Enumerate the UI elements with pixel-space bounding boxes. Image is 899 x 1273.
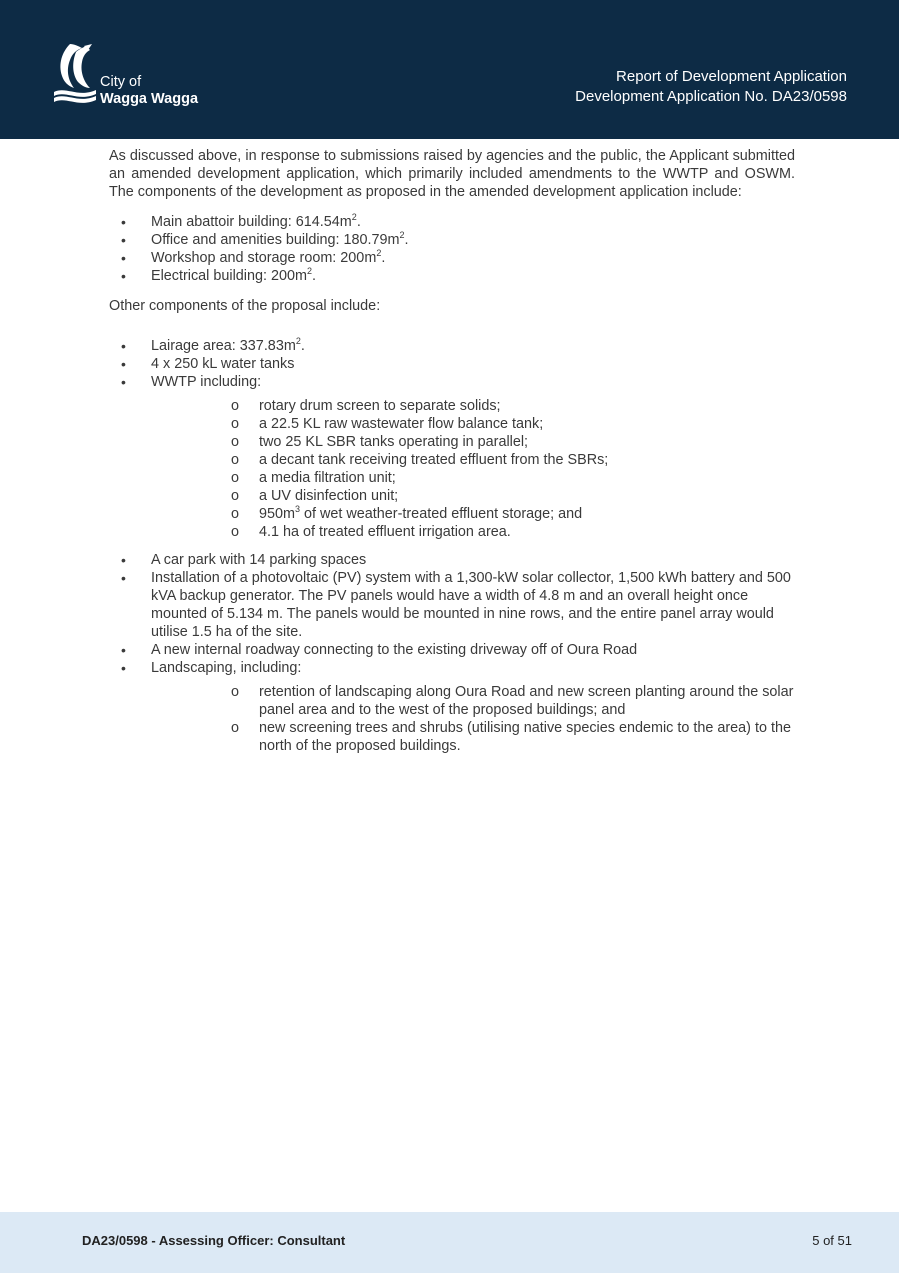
wwtp-sublist bbox=[151, 397, 795, 541]
report-title: Report of Development Application bbox=[616, 68, 847, 85]
list-item: • Workshop and storage room: $200m^2$. bbox=[109, 249, 795, 267]
report-title-block bbox=[575, 67, 847, 107]
sub-list-item: o two 25 KL SBR tanks operating in parallel; bbox=[151, 433, 795, 451]
intro-paragraph: As discussed above, in response to submissions raised by agencies and the public, the Applicant submitted an amended development application, which primarily included amendments to the WWTP and OSWM. The components of the development as proposed in the amended development application include: bbox=[109, 148, 795, 200]
city-name-line1: City of bbox=[100, 74, 142, 90]
components-list bbox=[109, 213, 795, 285]
list-item: • 4 x 250 kL water tanks bbox=[109, 355, 795, 373]
city-name bbox=[100, 74, 198, 108]
page-header bbox=[0, 0, 899, 139]
city-name-line2: Wagga Wagga bbox=[100, 91, 199, 107]
list-item: • Main abattoir building: $614.54m^2$. bbox=[109, 213, 795, 231]
list-item: • Lairage area: $337.83m^2$. bbox=[109, 337, 795, 355]
sub-list-item: o rotary drum screen to separate solids; bbox=[151, 397, 795, 415]
list-item bbox=[109, 373, 795, 541]
list-item: • A car park with 14 parking spaces bbox=[109, 551, 795, 569]
sub-list-item: o new screening trees and shrubs (utilising native species endemic to the area) to the north of the proposed buildings. bbox=[151, 719, 795, 755]
footer-reference: DA23/0598 - Assessing Officer: Consultant bbox=[82, 1233, 346, 1248]
page-number: 5 of 51 bbox=[812, 1233, 852, 1248]
sub-list-item: o $950m^3$ of wet weather-treated effluent storage; and bbox=[151, 505, 795, 523]
list-item: • A new internal roadway connecting to the existing driveway off of Oura Road bbox=[109, 641, 795, 659]
sub-list-item: o retention of landscaping along Oura Road and new screen planting around the solar panel area and to the west of the proposed buildings; and bbox=[151, 683, 795, 719]
application-number: Development Application No. DA23/0598 bbox=[575, 88, 847, 105]
sub-list-item: o 4.1 ha of treated effluent irrigation area. bbox=[151, 523, 795, 541]
wwtp-heading: WWTP including: bbox=[151, 374, 262, 390]
sub-list-item: o a 22.5 KL raw wastewater flow balance tank; bbox=[151, 415, 795, 433]
sub-list-item: o a decant tank receiving treated effluent from the SBRs; bbox=[151, 451, 795, 469]
landscaping-sublist bbox=[151, 683, 795, 755]
other-components-list bbox=[109, 337, 795, 755]
other-components-heading: Other components of the proposal include: bbox=[109, 298, 381, 314]
sub-list-item: o a media filtration unit; bbox=[151, 469, 795, 487]
page-content bbox=[109, 147, 795, 765]
list-item bbox=[109, 659, 795, 755]
sub-list-item: o a UV disinfection unit; bbox=[151, 487, 795, 505]
page-footer bbox=[0, 1212, 899, 1273]
list-item: • Office and amenities building: $180.79m^2$. bbox=[109, 231, 795, 249]
list-item: • Electrical building: $200m^2$. bbox=[109, 267, 795, 285]
landscaping-heading: Landscaping, including: bbox=[151, 660, 302, 676]
list-item: • Installation of a photovoltaic (PV) system with a 1,300-kW solar collector, 1,500 kWh battery and 500 kVA backup generator. The PV panels would have a width of 4.8 m and an overall height once mounted of 5.134 m. The panels would be mounted in nine rows, and the entire panel array would utilise 1.5 ha of the site. bbox=[109, 569, 795, 641]
